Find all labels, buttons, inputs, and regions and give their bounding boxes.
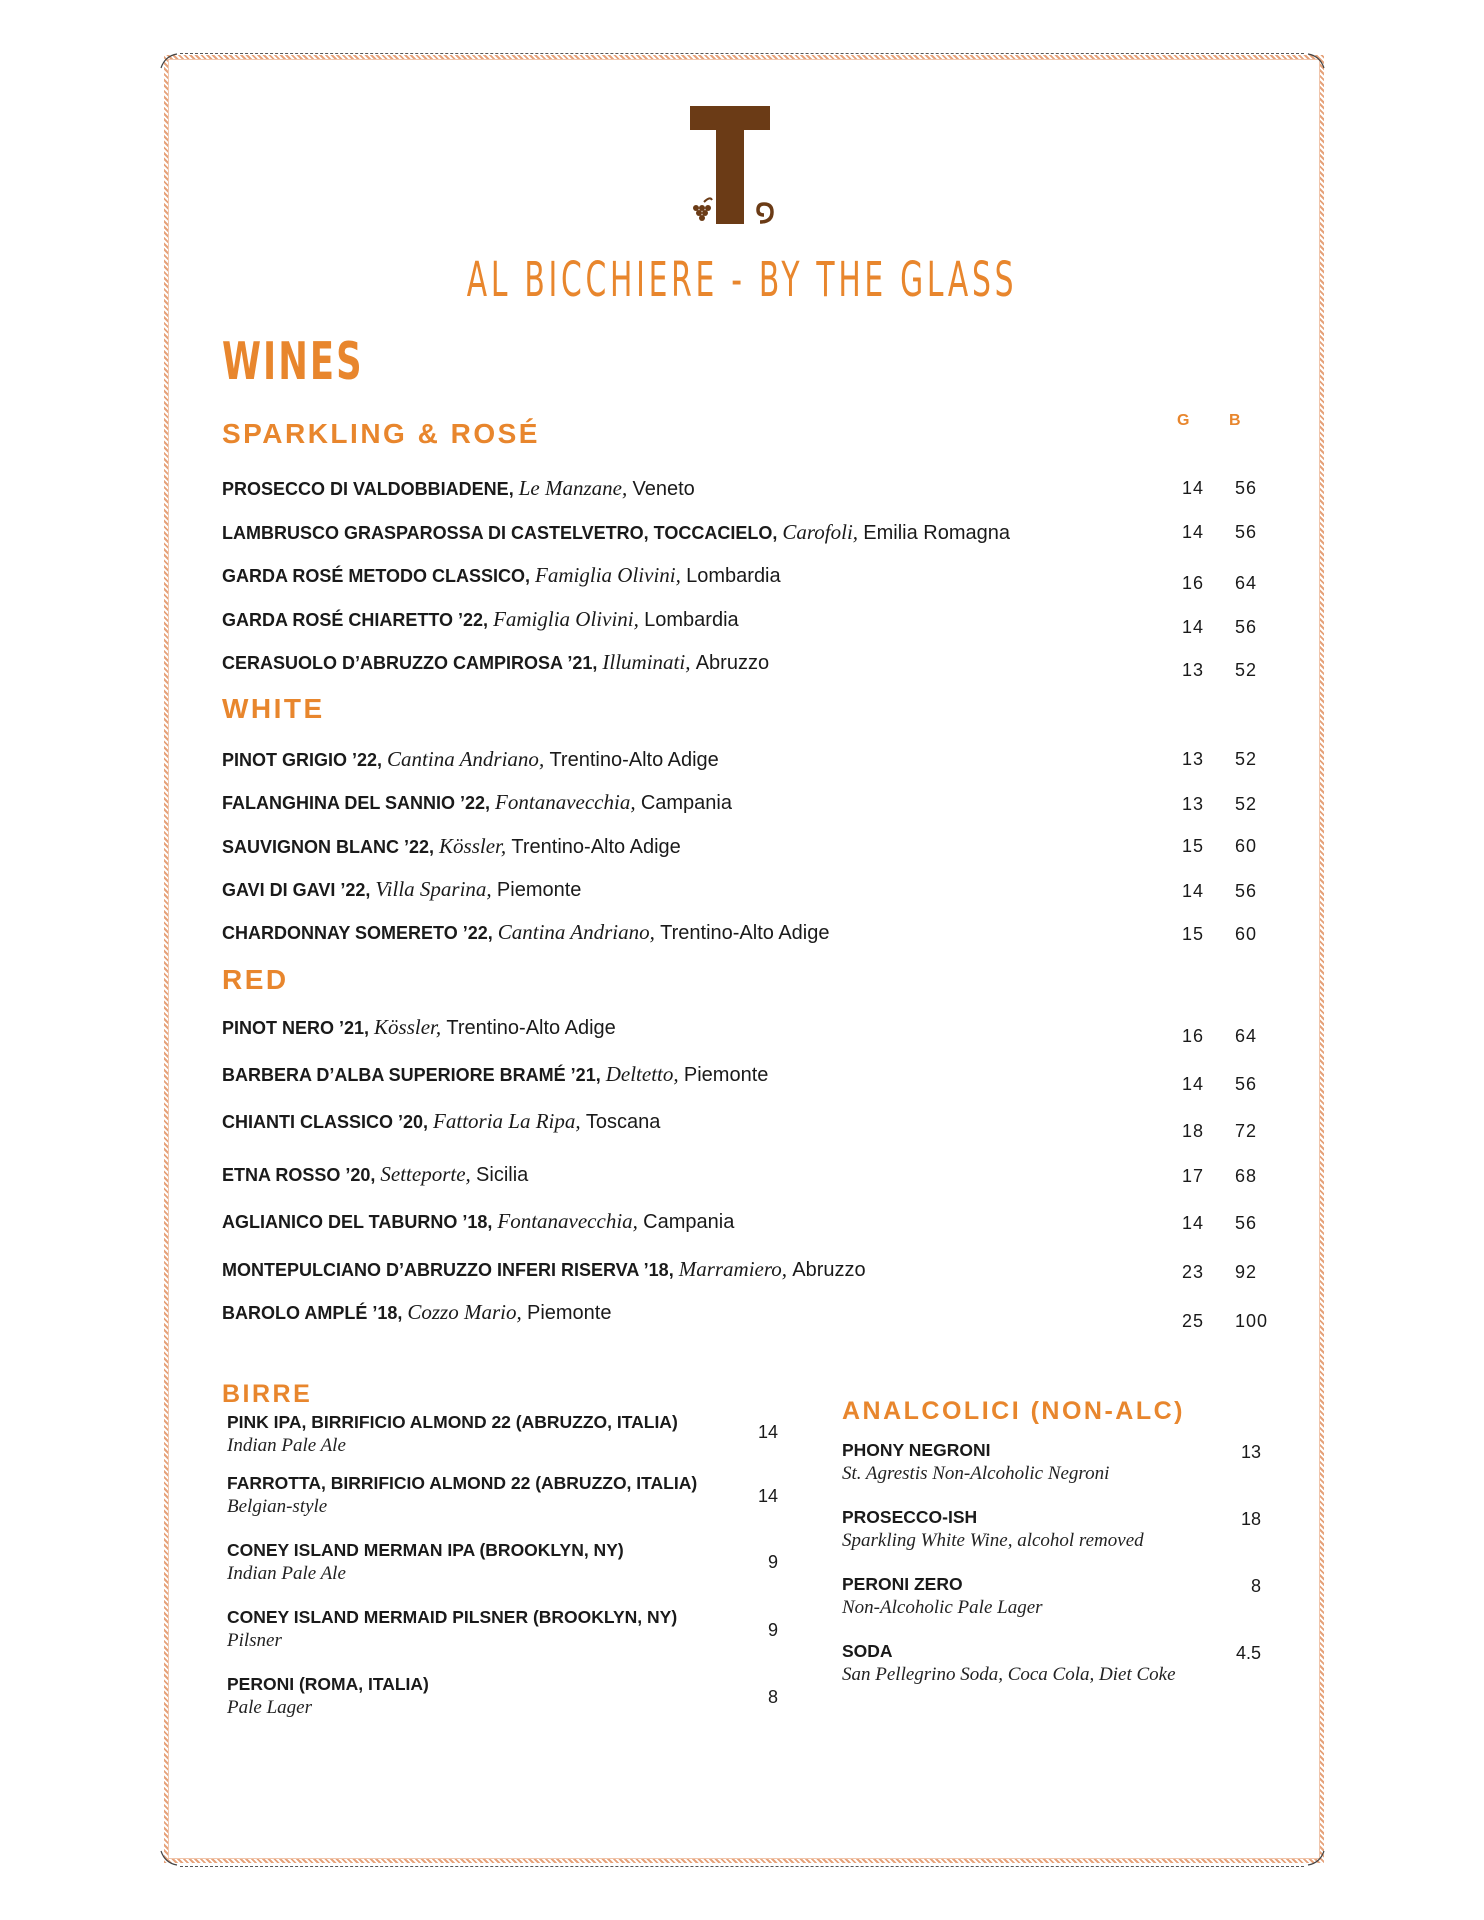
wine-region: Campania (640, 792, 732, 814)
separator: , (429, 837, 440, 857)
wine-name: CHARDONNAY SOMERETO ’22 (222, 923, 488, 943)
wine-row (222, 790, 1262, 820)
bottle-price: 64 (1235, 1026, 1258, 1046)
beer-item (227, 1607, 677, 1652)
wine-listing (222, 834, 681, 859)
wine-name: AGLIANICO DEL TABURNO ’18 (222, 1212, 488, 1232)
wine-listing (222, 877, 581, 902)
beer-style: Pilsner (227, 1630, 282, 1651)
wine-listing (222, 1300, 611, 1325)
wine-name: GAVI DI GAVI ’22 (222, 880, 366, 900)
wine-producer: Carofoli (782, 520, 853, 544)
bottle-price: 56 (1235, 1074, 1258, 1094)
wine-row (222, 1109, 1262, 1139)
separator: , (397, 1303, 408, 1323)
wine-row (222, 1062, 1262, 1092)
drink-name: PROSECCO-ISH (842, 1507, 978, 1527)
wine-region: Toscana (585, 1111, 661, 1133)
glass-price: 18 (1182, 1121, 1205, 1141)
glass-price: 23 (1182, 1262, 1205, 1282)
separator: , (377, 750, 388, 770)
wine-region: Lombardia (644, 609, 739, 631)
separator: , (668, 1260, 679, 1280)
wine-producer: Cantina Andriano (387, 747, 539, 771)
separator: , (632, 1209, 644, 1233)
wine-listing (222, 1162, 528, 1187)
wine-region: Piemonte (683, 1064, 769, 1086)
beer-name: PERONI (ROMA, ITALIA) (227, 1674, 429, 1694)
beer-name: CONEY ISLAND MERMAN IPA (BROOKLYN, NY) (227, 1540, 624, 1560)
wine-producer: Le Manzane (518, 476, 622, 500)
wine-listing (222, 520, 1010, 545)
section-heading-white: WHITE (222, 693, 325, 724)
non-alcoholic-item (842, 1574, 1043, 1619)
bottle-price: 64 (1235, 573, 1258, 593)
separator: , (649, 920, 661, 944)
wine-row (222, 877, 1262, 907)
wine-row (222, 920, 1262, 950)
wine-producer: Fontanavecchia (495, 790, 631, 814)
wine-region: Trentino-Alto Adige (446, 1017, 616, 1039)
beer-price: 14 (757, 1486, 778, 1506)
wine-name: GARDA ROSÉ METODO CLASSICO (222, 566, 526, 586)
wine-row (222, 1257, 1262, 1287)
non-alcoholic-item (842, 1440, 1109, 1485)
wine-listing (222, 563, 781, 588)
wine-name: GARDA ROSÉ CHIARETTO ’22 (222, 610, 484, 630)
beer-style: Belgian-style (227, 1496, 328, 1517)
drink-description: Non-Alcoholic Pale Lager (842, 1597, 1043, 1618)
beer-item (227, 1540, 624, 1585)
wine-name: PROSECCO DI VALDOBBIADENE (222, 479, 509, 499)
wine-row (222, 834, 1262, 864)
wine-producer: Marramiero (678, 1257, 782, 1281)
separator: , (487, 1212, 498, 1232)
separator: , (630, 790, 641, 814)
glass-price: 14 (1182, 478, 1205, 498)
wine-row (222, 1015, 1262, 1045)
wine-row (222, 1300, 1269, 1331)
bottle-price: 68 (1235, 1166, 1258, 1186)
glass-price: 25 (1182, 1311, 1205, 1331)
wine-region: Campania (643, 1211, 735, 1233)
separator: , (423, 1112, 434, 1132)
bottle-price: 56 (1235, 522, 1258, 542)
beer-item (227, 1412, 678, 1457)
section-heading-non-alcoholic: ANALCOLICI (NON-ALC) (842, 1397, 1186, 1425)
glass-price: 14 (1182, 1074, 1205, 1094)
separator: , (500, 834, 512, 858)
corner-flourish-icon (1306, 1845, 1328, 1867)
bottle-price: 52 (1235, 794, 1258, 814)
glass-price: 13 (1182, 794, 1205, 814)
glass-price: 13 (1182, 660, 1205, 680)
wine-listing (222, 1062, 768, 1087)
separator: , (525, 566, 536, 586)
page-title: AL BICCHIERE - BY THE GLASS (466, 252, 1018, 308)
wine-listing (222, 1209, 734, 1234)
beer-style: Pale Lager (227, 1697, 312, 1718)
corner-flourish-icon (157, 1845, 179, 1867)
wine-name: PINOT NERO ’21 (222, 1018, 365, 1038)
restaurant-logo (680, 104, 784, 226)
glass-price: 14 (1182, 1213, 1205, 1233)
section-heading-beers: BIRRE (222, 1380, 313, 1408)
glass-price: 17 (1182, 1166, 1205, 1186)
bottle-price: 56 (1235, 617, 1258, 637)
wine-name: LAMBRUSCO GRASPAROSSA DI CASTELVETRO, TOCCACIELO (222, 523, 773, 543)
wine-listing (222, 650, 769, 675)
wine-name: FALANGHINA DEL SANNIO ’22 (222, 793, 486, 813)
wine-region: Trentino-Alto Adige (511, 836, 681, 858)
wine-name: ETNA ROSSO ’20 (222, 1165, 371, 1185)
beer-price: 14 (757, 1422, 778, 1442)
wine-producer: Famiglia Olivini (493, 607, 634, 631)
beer-item (227, 1473, 697, 1518)
bottom-dashed-rule (180, 1866, 1304, 1867)
wine-listing (222, 1257, 866, 1282)
wine-row (222, 747, 1262, 777)
bottle-price: 56 (1235, 1213, 1258, 1233)
wine-producer: Kössler (439, 834, 501, 858)
wine-region: Piemonte (496, 879, 582, 901)
beer-style: Indian Pale Ale (227, 1435, 346, 1456)
bottle-price: 52 (1235, 660, 1258, 680)
wine-region: Trentino-Alto Adige (549, 749, 719, 771)
wine-region: Abruzzo (792, 1259, 866, 1281)
drink-price: 4.5 (1235, 1643, 1261, 1663)
bottle-price: 92 (1235, 1262, 1258, 1282)
separator: , (508, 479, 519, 499)
wine-name: MONTEPULCIANO D’ABRUZZO INFERI RISERVA ’18 (222, 1260, 669, 1280)
beer-name: FARROTTA, BIRRIFICIO ALMOND 22 (ABRUZZO, ITALIA) (227, 1473, 698, 1493)
separator: , (365, 880, 376, 900)
wine-row (222, 563, 1262, 593)
bottle-price: 72 (1235, 1121, 1258, 1141)
wine-listing (222, 1015, 616, 1040)
wine-producer: Villa Sparina (375, 877, 487, 901)
bottle-price: 60 (1235, 924, 1258, 944)
bottle-price: 52 (1235, 749, 1258, 769)
section-heading-red: RED (222, 964, 289, 995)
wine-row (222, 1209, 1262, 1239)
glass-price: 13 (1182, 749, 1205, 769)
bottle-price: 60 (1235, 836, 1258, 856)
glass-column-header: G (1177, 412, 1190, 429)
bottle-column-header: B (1229, 412, 1241, 429)
beer-item (227, 1674, 429, 1719)
glass-price: 16 (1182, 573, 1205, 593)
glass-price: 15 (1182, 836, 1205, 856)
separator: , (538, 747, 550, 771)
wine-listing (222, 607, 739, 632)
glass-price: 14 (1182, 522, 1205, 542)
bottle-price: 56 (1235, 881, 1258, 901)
glass-price: 14 (1182, 881, 1205, 901)
separator: , (781, 1257, 793, 1281)
wine-producer: Setteporte (380, 1162, 466, 1186)
beer-price: 9 (767, 1620, 778, 1640)
wine-region: Sicilia (476, 1164, 529, 1186)
wine-region: Abruzzo (695, 652, 770, 674)
menu-border-inner (168, 59, 1320, 1859)
drink-name: SODA (842, 1641, 893, 1661)
wine-name: BARBERA D’ALBA SUPERIORE BRAMÉ ’21 (222, 1065, 596, 1085)
drink-description: St. Agrestis Non-Alcoholic Negroni (842, 1463, 1110, 1484)
wine-producer: Deltetto (605, 1062, 674, 1086)
wine-producer: Famiglia Olivini (535, 563, 676, 587)
beer-name: CONEY ISLAND MERMAID PILSNER (BROOKLYN, NY) (227, 1607, 678, 1627)
beer-name: PINK IPA, BIRRIFICIO ALMOND 22 (ABRUZZO, ITALIA) (227, 1412, 678, 1432)
glass-price: 16 (1182, 1026, 1205, 1046)
beer-price: 8 (767, 1687, 778, 1707)
separator: , (592, 653, 603, 673)
separator: , (595, 1065, 606, 1085)
bottle-price: 100 (1235, 1311, 1269, 1331)
separator: , (483, 610, 494, 630)
wine-row (222, 650, 1262, 680)
separator: , (364, 1018, 375, 1038)
wine-name: SAUVIGNON BLANC ’22 (222, 837, 430, 857)
glass-price: 14 (1182, 617, 1205, 637)
beer-style: Indian Pale Ale (227, 1563, 346, 1584)
drink-description: San Pellegrino Soda, Coca Cola, Diet Coke (842, 1664, 1176, 1685)
wine-listing (222, 790, 732, 815)
separator: , (675, 563, 687, 587)
corner-flourish-icon (157, 52, 179, 74)
wine-producer: Fontanavecchia (497, 1209, 633, 1233)
wine-row (222, 1162, 1262, 1192)
wine-listing (222, 1109, 660, 1134)
separator: , (633, 607, 645, 631)
separator: , (685, 650, 696, 674)
section-heading-sparkling: SPARKLING & ROSÉ (222, 418, 540, 449)
drink-price: 18 (1240, 1509, 1261, 1529)
separator: , (852, 520, 864, 544)
separator: , (486, 877, 497, 901)
wine-producer: Cantina Andriano (497, 920, 650, 944)
separator: , (673, 1062, 684, 1086)
wine-producer: Illuminati (602, 650, 686, 674)
wine-listing (222, 747, 719, 772)
top-dashed-rule (180, 53, 1304, 54)
drink-name: PHONY NEGRONI (842, 1440, 991, 1460)
wine-name: CERASUOLO D’ABRUZZO CAMPIROSA ’21 (222, 653, 593, 673)
non-alcoholic-item (842, 1507, 1144, 1552)
separator: , (516, 1300, 527, 1324)
wine-row (222, 476, 1262, 506)
wine-region: Emilia Romagna (863, 522, 1011, 544)
corner-flourish-icon (1306, 52, 1328, 74)
separator: , (435, 1015, 447, 1039)
wine-name: BAROLO AMPLÉ ’18 (222, 1303, 398, 1323)
separator: , (487, 923, 498, 943)
wine-listing (222, 476, 695, 501)
drink-price: 8 (1250, 1576, 1261, 1596)
wine-row (222, 607, 1262, 637)
wine-region: Trentino-Alto Adige (660, 922, 830, 944)
bottle-price: 56 (1235, 478, 1258, 498)
beer-price: 9 (767, 1552, 778, 1572)
separator: , (370, 1165, 381, 1185)
wine-producer: Kössler (374, 1015, 436, 1039)
wine-producer: Fattoria La Ripa (433, 1109, 576, 1133)
wine-row (222, 520, 1262, 550)
wine-name: CHIANTI CLASSICO ’20 (222, 1112, 424, 1132)
wine-name: PINOT GRIGIO ’22 (222, 750, 378, 770)
separator: , (772, 523, 783, 543)
separator: , (621, 476, 633, 500)
wine-producer: Cozzo Mario (407, 1300, 517, 1324)
wines-heading: WINES (222, 332, 364, 392)
separator: , (465, 1162, 477, 1186)
separator: , (575, 1109, 586, 1133)
wine-region: Piemonte (526, 1302, 612, 1324)
glass-price: 15 (1182, 924, 1205, 944)
non-alcoholic-item (842, 1641, 1176, 1686)
drink-name: PERONI ZERO (842, 1574, 963, 1594)
drink-price: 13 (1240, 1442, 1261, 1462)
wine-region: Lombardia (686, 565, 781, 587)
drink-description: Sparkling White Wine, alcohol removed (842, 1530, 1144, 1551)
wine-listing (222, 920, 830, 945)
grape-icon (693, 198, 712, 221)
separator: , (485, 793, 496, 813)
swirl-icon (758, 204, 772, 222)
wine-region: Veneto (632, 478, 695, 500)
